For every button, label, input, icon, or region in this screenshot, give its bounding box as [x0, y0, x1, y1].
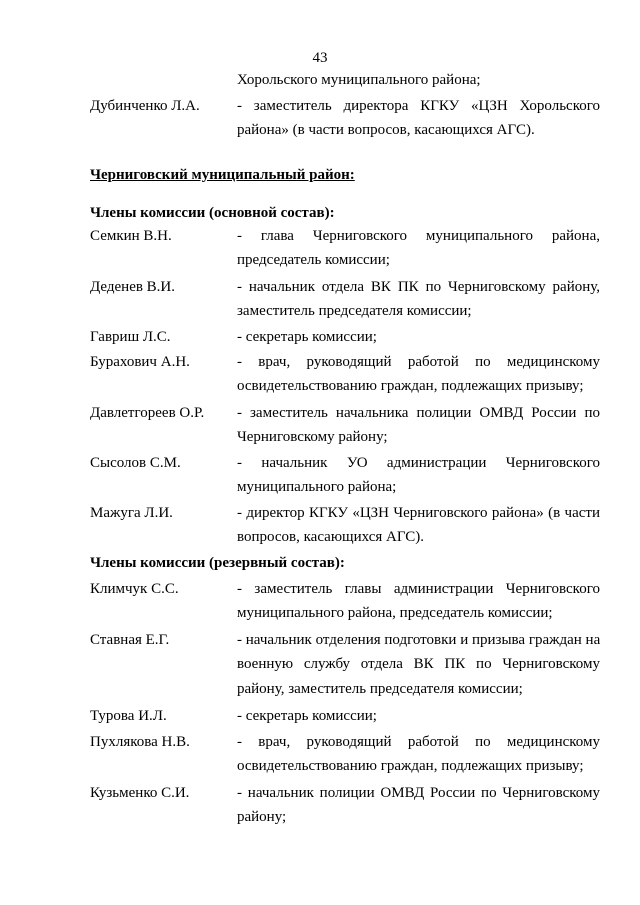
member-description: - заместитель главы администрации Черниговского — [237, 581, 600, 597]
member-description: - начальник отдела ВК ПК по Черниговскому району, — [237, 279, 600, 295]
page-number: 43 — [312, 50, 328, 66]
member-description-cont: району; — [237, 809, 287, 825]
district-title: Черниговский муниципальный район: — [90, 167, 355, 183]
member-description: - заместитель директора КГКУ «ЦЗН Хорольского — [237, 98, 600, 114]
member-name: Ставная Е.Г. — [90, 632, 170, 648]
member-description-cont: освидетельствованию граждан, подлежащих призыву; — [237, 758, 584, 774]
member-name: Деденев В.И. — [90, 279, 176, 295]
member-name: Бурахович А.Н. — [90, 354, 190, 370]
member-name: Семкин В.Н. — [90, 228, 172, 244]
member-description-cont: вопросов, касающихся АГС). — [237, 529, 425, 545]
member-description: - секретарь комиссии; — [237, 708, 377, 724]
member-description-cont: военную службу отдела ВК ПК по Черниговскому — [237, 656, 600, 672]
member-description: - директор КГКУ «ЦЗН Черниговского района» (в части — [237, 505, 600, 521]
member-name: Мажуга Л.И. — [90, 505, 173, 521]
member-description-cont: Черниговскому району; — [237, 429, 388, 445]
member-description: - глава Черниговского муниципального района, — [237, 228, 600, 244]
member-name: Гавриш Л.С. — [90, 329, 171, 345]
member-description: - начальник УО администрации Черниговского — [237, 455, 600, 471]
member-description: - начальник отделения подготовки и призыва граждан на — [237, 632, 601, 648]
member-name: Пухлякова Н.В. — [90, 734, 190, 750]
member-description: - секретарь комиссии; — [237, 329, 377, 345]
member-description-cont: района» (в части вопросов, касающихся АГС). — [237, 122, 535, 138]
member-description-cont: заместитель председателя комиссии; — [237, 303, 472, 319]
member-description-cont: району, заместитель председателя комиссии; — [237, 681, 523, 697]
member-name: Давлетгореев О.Р. — [90, 405, 205, 421]
member-description-cont: освидетельствованию граждан, подлежащих призыву; — [237, 378, 584, 394]
member-name: Кузьменко С.И. — [90, 785, 190, 801]
member-description: - врач, руководящий работой по медицинскому — [237, 734, 600, 750]
member-description: - начальник полиции ОМВД России по Черниговскому — [237, 785, 600, 801]
reserve-composition-heading: Члены комиссии (резервный состав): — [90, 555, 345, 571]
member-name: Турова И.Л. — [90, 708, 167, 724]
main-composition-heading: Члены комиссии (основной состав): — [90, 205, 335, 221]
member-description: - врач, руководящий работой по медицинскому — [237, 354, 600, 370]
member-description-cont: муниципального района, председатель комиссии; — [237, 605, 553, 621]
member-description-cont: муниципального района; — [237, 479, 397, 495]
member-description-cont: председатель комиссии; — [237, 252, 390, 268]
member-name: Сысолов С.М. — [90, 455, 181, 471]
member-name: Дубинченко Л.А. — [90, 98, 200, 114]
member-description: - заместитель начальника полиции ОМВД России по — [237, 405, 600, 421]
member-name: Климчук С.С. — [90, 581, 179, 597]
continued-description: Хорольского муниципального района; — [237, 72, 481, 88]
